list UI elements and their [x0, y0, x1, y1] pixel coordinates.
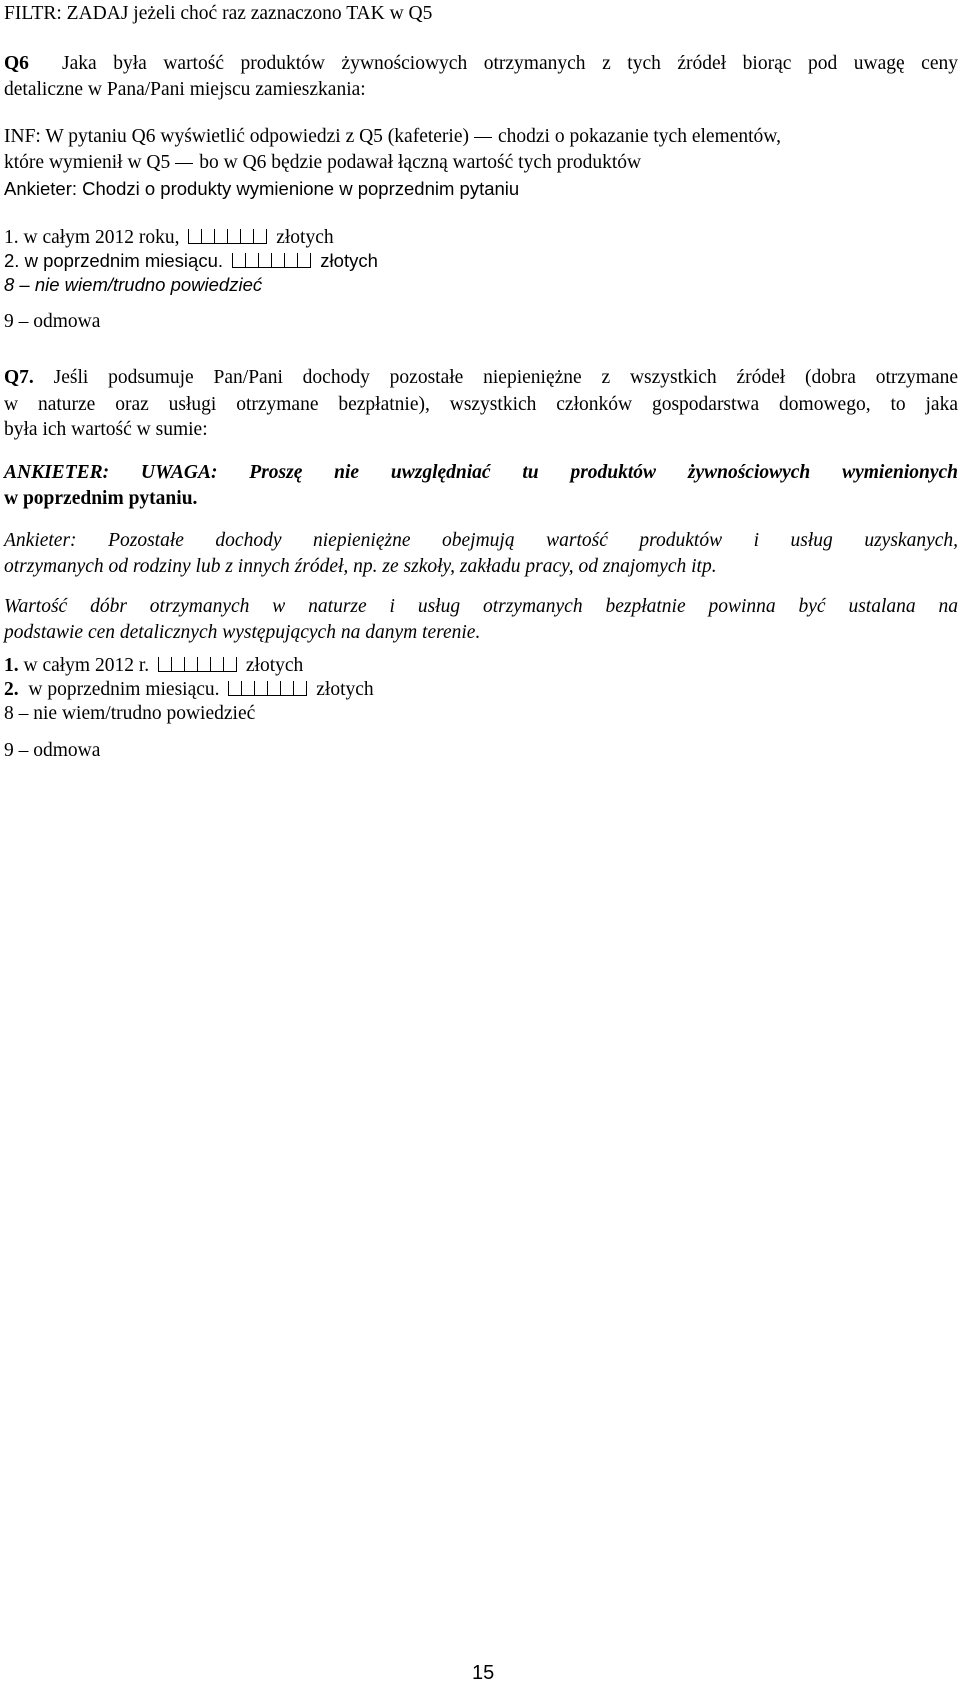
q7-option-2-num: 2. — [4, 679, 19, 700]
q7-option-2-amount-boxes[interactable] — [228, 680, 307, 696]
q7-note-2-line-2: podstawie cen detalicznych występujących na danym terenie. — [4, 622, 481, 643]
q7-option-1-label: w całym 2012 r. — [23, 655, 150, 676]
dash-separator — [175, 163, 193, 164]
q7-number: Q7. — [4, 367, 34, 388]
q7-question-line-3: była ich wartość w sumie: — [4, 419, 208, 440]
q7-note-2-line-1: Wartość dóbr otrzymanych w naturze i usług otrzymanych bezpłatnie powinna być ustalana na — [4, 596, 958, 617]
q7-warning-line-1: ANKIETER: UWAGA: Proszę nie uwzględniać tu produktów żywnościowych wymienionych — [4, 462, 958, 483]
q6-inf-line-2 — [4, 153, 641, 173]
q6-option-2-unit: złotych — [320, 250, 378, 271]
q6-option-2-amount-boxes[interactable] — [232, 252, 311, 268]
q7-option-1-amount-boxes[interactable] — [158, 656, 237, 672]
q6-inf-text-2b: bo w Q6 będzie podawał łączną wartość tych produktów — [199, 152, 642, 173]
q7-option-1-unit: złotych — [245, 655, 304, 676]
q7-option-2-unit: złotych — [316, 679, 374, 700]
q6-ankieter-note: Ankieter: Chodzi o produkty wymienione w poprzednim pytaniu — [4, 178, 520, 199]
q7-note-1-line-1: Ankieter: Pozostałe dochody niepieniężne obejmują wartość produktów i usług uzyskanych, — [4, 530, 958, 551]
q6-option-1-label: 1. w całym 2012 roku, — [4, 227, 180, 248]
q7-question-text-1: Jeśli podsumuje Pan/Pani dochody pozostałe niepieniężne z wszystkich źródeł (dobra otrzymane — [53, 367, 959, 388]
q6-option-8: 8 – nie wiem/trudno powiedzieć — [4, 274, 263, 295]
q6-question-line-1 — [4, 54, 958, 74]
dash-separator — [474, 137, 492, 138]
q6-inf-line-1 — [4, 127, 781, 147]
q7-note-1-line-2: otrzymanych od rodziny lub z innych źródeł, np. ze szkoły, zakładu pracy, od znajomych itp. — [4, 556, 717, 577]
q6-option-2-label: 2. w poprzednim miesiącu. — [4, 250, 224, 271]
q7-option-1-num: 1. — [4, 655, 19, 676]
q7-option-9: 9 – odmowa — [4, 740, 101, 761]
q7-option-2 — [4, 680, 374, 700]
page-number: 15 — [472, 1662, 495, 1684]
q7-option-1 — [4, 656, 303, 676]
q6-option-1 — [4, 228, 334, 248]
q6-option-9: 9 – odmowa — [4, 311, 101, 332]
q6-question-line-2: detaliczne w Pana/Pani miejscu zamieszkania: — [4, 79, 366, 100]
q6-number: Q6 — [4, 53, 29, 74]
filter-instruction: FILTR: ZADAJ jeżeli choć raz zaznaczono TAK w Q5 — [4, 3, 433, 24]
q6-inf-text-2a: które wymienił w Q5 — [4, 152, 171, 173]
q7-option-8: 8 – nie wiem/trudno powiedzieć — [4, 703, 256, 724]
q7-question-line-2: w naturze oraz usługi otrzymane bezpłatnie), wszystkich członków gospodarstwa domowego, to jaka — [4, 394, 958, 415]
q6-option-1-amount-boxes[interactable] — [188, 228, 267, 244]
q6-question-text-1: Jaka była wartość produktów żywnościowych otrzymanych z tych źródeł biorąc pod uwagę ceny — [62, 53, 958, 74]
q7-question-line-1 — [4, 368, 958, 388]
q6-inf-text-1b: chodzi o pokazanie tych elementów, — [498, 126, 781, 147]
q6-inf-text-1a: INF: W pytaniu Q6 wyświetlić odpowiedzi z Q5 (kafeterie) — [4, 126, 469, 147]
q6-option-2 — [4, 252, 378, 271]
q7-option-2-label: w poprzednim miesiącu. — [28, 679, 220, 700]
q6-option-1-unit: złotych — [276, 227, 334, 248]
q7-warning-line-2: w poprzednim pytaniu. — [4, 488, 198, 509]
